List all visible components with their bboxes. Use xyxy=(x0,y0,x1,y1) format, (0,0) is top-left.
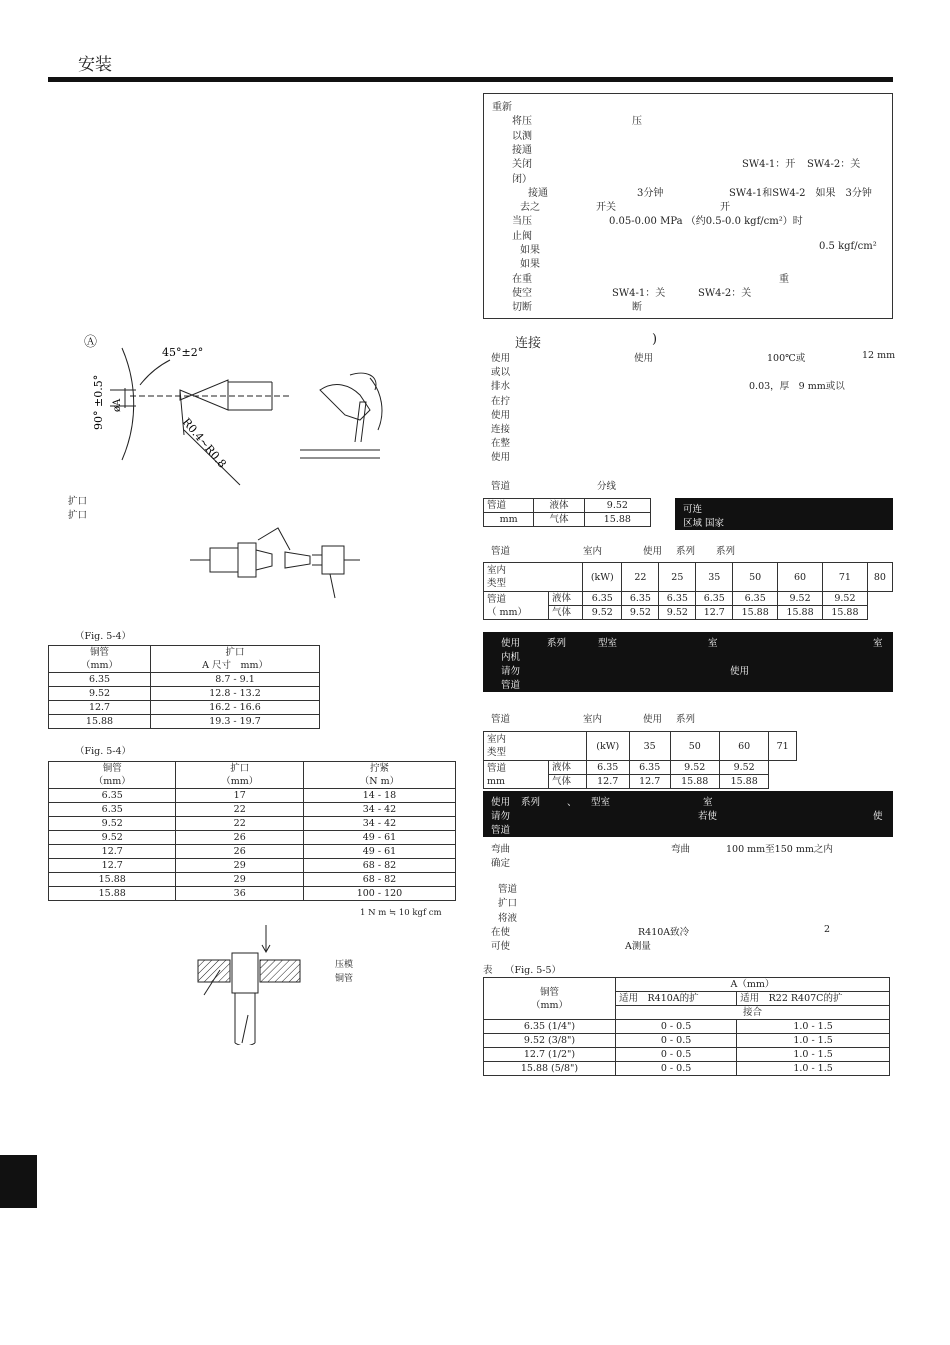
table-row xyxy=(49,817,456,831)
t2-h3: 拧紧 xyxy=(369,763,389,774)
table-row xyxy=(49,673,320,687)
notice-line-8-a: 当压 xyxy=(512,216,532,228)
t5-pipe xyxy=(484,761,549,789)
notice-line-12-b: 重 xyxy=(779,273,789,285)
notice-line-13-c: SW4-2：关 xyxy=(698,287,752,299)
t5-liquid: 9.52 xyxy=(670,761,719,775)
side-tab-marker xyxy=(0,1155,37,1208)
t6-cell: 1.0 - 1.5 xyxy=(737,1062,890,1076)
para2-line-5-a: 在使 xyxy=(491,926,511,938)
t5-gasv: 12.7 xyxy=(629,775,670,789)
t2-cell: 68 - 82 xyxy=(303,859,455,873)
t2-cell: 15.88 xyxy=(49,873,176,887)
table-flare-torque xyxy=(48,761,456,901)
t4-gasv: 15.88 xyxy=(778,606,823,620)
t3-r1a: 管道 xyxy=(484,499,534,513)
t4-liquid: 6.35 xyxy=(583,592,622,606)
table-row xyxy=(49,887,456,901)
t4-gasv: 9.52 xyxy=(659,606,696,620)
t4-liquid: 6.35 xyxy=(696,592,733,606)
notice-line-6-b: 3分钟 xyxy=(637,187,664,199)
t1-cell: 12.8 - 13.2 xyxy=(151,687,320,701)
t4-liquid: 6.35 xyxy=(659,592,696,606)
torque-note: 1 N m ≒ 10 kgf cm xyxy=(360,908,442,918)
t4-col: 71 xyxy=(822,563,867,592)
black3-l2c: 使 xyxy=(873,811,883,822)
t5-kw: (kW) xyxy=(586,732,629,761)
t3-r2a: mm xyxy=(484,513,534,527)
table-row xyxy=(484,732,797,761)
t2-cell: 9.52 xyxy=(49,831,176,845)
t4-title-b: 室内 xyxy=(583,546,603,557)
notice-line-13-b: SW4-1：关 xyxy=(612,287,666,299)
t3-r1c: 9.52 xyxy=(584,499,650,513)
black2-l1c: 型室 xyxy=(598,638,618,649)
angle-label: 45°±2° xyxy=(162,346,204,359)
table-row xyxy=(484,563,893,592)
t5-liq: 液体 xyxy=(549,761,587,775)
table-row xyxy=(49,715,320,729)
t2-cell: 29 xyxy=(176,873,303,887)
t6-cell: 1.0 - 1.5 xyxy=(737,1020,890,1034)
t4-gasv: 15.88 xyxy=(733,606,778,620)
t3-title-a: 管道 xyxy=(491,481,511,492)
t4-p1b: （ mm） xyxy=(487,606,528,618)
table-row xyxy=(49,789,456,803)
t2-cell: 9.52 xyxy=(49,817,176,831)
bend-paragraph xyxy=(491,841,893,956)
t6-caption-a: 表 xyxy=(483,965,493,976)
t5-liquid: 9.52 xyxy=(719,761,768,775)
t4-kw: (kW) xyxy=(583,563,622,592)
t4-pipe xyxy=(484,592,549,620)
t6-h1: 铜管 xyxy=(539,986,559,998)
notice-line-6-a: 接通 xyxy=(528,187,548,199)
t2-cell: 100 - 120 xyxy=(303,887,455,901)
table-indoor-pipe-2 xyxy=(483,731,797,789)
t5-p1: 管道 xyxy=(487,762,507,774)
t4-h1 xyxy=(484,563,583,592)
t2-cell: 49 - 61 xyxy=(303,845,455,859)
t2-cell: 15.88 xyxy=(49,887,176,901)
notice-line-4-a: 关闭 xyxy=(512,159,532,171)
table-row xyxy=(49,859,456,873)
t2-cell: 22 xyxy=(176,803,303,817)
t4-col: 80 xyxy=(867,563,892,592)
t2-cell: 29 xyxy=(176,859,303,873)
section-line-0-d: 12 mm xyxy=(862,350,896,361)
table2-caption: （Fig. 5-4） xyxy=(75,746,132,757)
black2-l1a: 使用 xyxy=(501,638,521,649)
t5-title-d: 系列 xyxy=(676,714,696,725)
t3-r2b: 气体 xyxy=(534,513,584,527)
flare-note-1: 扩口 xyxy=(68,496,88,507)
t1-cell: 15.88 xyxy=(49,715,151,729)
black1-line2: 区域 国家 xyxy=(683,518,725,529)
t5-gasv: 12.7 xyxy=(586,775,629,789)
notice-line-7-c: 开 xyxy=(720,202,730,214)
notice-line-6-c: SW4-1和SW4-2 如果 3分钟 xyxy=(729,187,872,199)
t1-h1b: （mm） xyxy=(81,660,119,671)
t5-gasv: 15.88 xyxy=(670,775,719,789)
para2-line-1-a: 确定 xyxy=(491,858,511,870)
t6-cell: 0 - 0.5 xyxy=(616,1034,737,1048)
section-heading: 连接 xyxy=(515,336,542,351)
t4-col: 50 xyxy=(733,563,778,592)
black3-l1e: 室 xyxy=(703,797,713,808)
t6-hD: 接合 xyxy=(616,1006,890,1020)
t3-r2c: 15.88 xyxy=(584,513,650,527)
black-note-2 xyxy=(483,632,893,692)
t2-cell: 26 xyxy=(176,831,303,845)
notice-line-14-b: 断 xyxy=(632,302,642,314)
black-note-1 xyxy=(675,498,893,530)
t2-cell: 34 - 42 xyxy=(303,817,455,831)
notice-box xyxy=(483,93,893,319)
fig-label-a: Ⓐ xyxy=(84,335,98,350)
t5-p1b: mm xyxy=(487,775,506,787)
t6-cell: 6.35 (1/4") xyxy=(484,1020,616,1034)
t6-h1b: （mm） xyxy=(530,999,569,1011)
section-line-0-b: 使用 xyxy=(634,353,654,364)
para2-line-4-a: 将液 xyxy=(498,912,518,924)
t5-gas: 气体 xyxy=(549,775,587,789)
t2-cell: 6.35 xyxy=(49,803,176,817)
black-note-3 xyxy=(483,791,893,837)
t6-cell: 9.52 (3/8") xyxy=(484,1034,616,1048)
black2-l1e: 室 xyxy=(873,638,883,649)
para2-line-6-a: 可使 xyxy=(491,941,511,953)
t2-cell: 12.7 xyxy=(49,845,176,859)
t4-liq: 液体 xyxy=(549,592,583,606)
notice-line-8-b: 0.05-0.00 MPa （约0.5-0.0 kgf/cm²）时 xyxy=(609,216,803,228)
t4-gasv: 12.7 xyxy=(696,606,733,620)
t4-gasv: 15.88 xyxy=(822,606,867,620)
flare-note-2: 扩口 xyxy=(68,510,88,521)
black3-l2b: 若使 xyxy=(698,811,718,822)
t5-liquid: 6.35 xyxy=(629,761,670,775)
t5-h1b: 类型 xyxy=(487,747,507,758)
table-row xyxy=(49,687,320,701)
table-branch-pipe xyxy=(483,498,651,527)
section-line-0-a: 使用 xyxy=(491,353,511,364)
table-row xyxy=(49,845,456,859)
t1-h1: 铜管 xyxy=(90,647,110,658)
para2-line-5-b: R410A致冷 xyxy=(638,926,690,938)
t2-cell: 68 - 82 xyxy=(303,873,455,887)
notice-line-14-a: 切断 xyxy=(512,302,532,314)
t5-liquid: 6.35 xyxy=(586,761,629,775)
t2-cell: 14 - 18 xyxy=(303,789,455,803)
t4-h1a: 室内 xyxy=(487,565,507,576)
t6-cell: 12.7 (1/2") xyxy=(484,1048,616,1062)
t3-r1b: 液体 xyxy=(534,499,584,513)
t2-cell: 36 xyxy=(176,887,303,901)
t4-liquid: 9.52 xyxy=(822,592,867,606)
t2-cell: 17 xyxy=(176,789,303,803)
notice-line-10-b: 0.5 kgf/cm² xyxy=(819,241,877,252)
t4-col: 25 xyxy=(659,563,696,592)
notice-line-13-a: 使空 xyxy=(512,287,532,299)
table-row xyxy=(484,1034,890,1048)
para2-line-6-b: A测量 xyxy=(625,941,651,953)
notice-line-11-a: 如果 xyxy=(520,259,540,271)
t5-col: 60 xyxy=(719,732,768,761)
t1-cell: 19.3 - 19.7 xyxy=(151,715,320,729)
black2-l2: 内机 xyxy=(501,652,521,663)
t5-h1a: 室内 xyxy=(487,734,507,745)
t2-h2b: （mm） xyxy=(221,776,259,787)
t4-gas: 气体 xyxy=(549,606,583,620)
tool-label-die: 压模 xyxy=(335,960,354,970)
black3-l1a: 使用 xyxy=(491,797,511,808)
t4-liquid: 9.52 xyxy=(778,592,823,606)
black3-l3: 管道 xyxy=(491,825,511,836)
para2-line-5-c: 2 xyxy=(824,923,831,935)
black3-l1b: 系列 xyxy=(521,797,541,808)
notice-line-1-a: 将压 xyxy=(512,116,532,128)
t4-col: 60 xyxy=(778,563,823,592)
angle-vertical-label: 90° ±0.5° xyxy=(92,374,105,430)
section-line-7-a: 使用 xyxy=(491,452,511,464)
notice-line-1-b: 压 xyxy=(632,116,642,128)
t6-cell: 1.0 - 1.5 xyxy=(737,1034,890,1048)
section-line-4-a: 使用 xyxy=(491,409,511,421)
black2-l1d: 室 xyxy=(708,638,718,649)
table-row xyxy=(484,1062,890,1076)
t6-hB: 适用 R410A的扩 xyxy=(616,992,737,1006)
black2-l3b: 使用 xyxy=(730,666,750,677)
t6-cell: 15.88 (5/8") xyxy=(484,1062,616,1076)
t1-h2: 扩口 xyxy=(225,647,245,658)
notice-line-12-a: 在重 xyxy=(512,273,532,285)
t5-col: 35 xyxy=(629,732,670,761)
para2-line-0-b: 弯曲 xyxy=(671,844,691,855)
header-rule xyxy=(48,77,893,82)
t5-col: 50 xyxy=(670,732,719,761)
t4-gasv: 9.52 xyxy=(622,606,659,620)
black1-line1: 可连 xyxy=(683,504,703,515)
black3-l2a: 请勿 xyxy=(491,811,511,822)
section-line-1-a: 或以 xyxy=(491,367,511,379)
t2-cell: 6.35 xyxy=(49,789,176,803)
t1-cell: 16.2 - 16.6 xyxy=(151,701,320,715)
t2-cell: 34 - 42 xyxy=(303,803,455,817)
notice-line-4-c: SW4-2：关 xyxy=(807,159,861,171)
t2-h2: 扩口 xyxy=(230,763,250,774)
t1-cell: 6.35 xyxy=(49,673,151,687)
t6-caption-b: （Fig. 5-5） xyxy=(505,965,562,976)
notice-line-0-a: 重新 xyxy=(492,102,512,113)
t5-gasv: 15.88 xyxy=(719,775,768,789)
section-line-5-a: 连接 xyxy=(491,424,511,435)
t6-cell: 0 - 0.5 xyxy=(616,1048,737,1062)
notice-line-7-b: 开关 xyxy=(596,202,616,214)
t1-h2b: A 尺寸 mm） xyxy=(202,660,268,671)
table-row xyxy=(49,701,320,715)
table-row xyxy=(484,1020,890,1034)
black2-l4: 管道 xyxy=(501,680,521,691)
notice-line-9-a: 止阀 xyxy=(512,230,532,242)
flare-tool-figure xyxy=(190,925,390,1045)
table-row xyxy=(49,831,456,845)
t2-h3b: （N m） xyxy=(359,776,400,787)
radius-label: R0.4~R0.8 xyxy=(179,415,229,471)
section-line-0-c: 100℃或 xyxy=(767,353,806,364)
para2-line-2-a: 管道 xyxy=(498,884,518,895)
black2-l1b: 系列 xyxy=(547,638,567,649)
table-row xyxy=(49,803,456,817)
t4-col: 22 xyxy=(622,563,659,592)
notice-line-4-b: SW4-1：开 xyxy=(742,159,796,171)
t6-cell: 0 - 0.5 xyxy=(616,1020,737,1034)
table-row xyxy=(484,592,893,606)
t4-title-d: 系列 xyxy=(676,546,696,557)
page-title: 安装 xyxy=(78,55,112,75)
section-line-3-a: 在拧 xyxy=(491,395,511,407)
t2-cell: 12.7 xyxy=(49,859,176,873)
black2-l3a: 请勿 xyxy=(501,666,521,677)
notice-line-7-a: 去之 xyxy=(520,202,540,214)
t1-cell: 8.7 - 9.1 xyxy=(151,673,320,687)
diameter-label: øA xyxy=(112,398,123,412)
notice-line-10-a: 如果 xyxy=(520,245,540,256)
t4-liquid: 6.35 xyxy=(733,592,778,606)
table-flare-dimension xyxy=(48,645,320,729)
para2-line-0-a: 弯曲 xyxy=(491,844,511,855)
t5-h1 xyxy=(484,732,587,761)
t6-cell: 1.0 - 1.5 xyxy=(737,1048,890,1062)
t6-hC: 适用 R22 R407C的扩 xyxy=(737,992,890,1006)
black3-l1c: 、 xyxy=(567,797,577,808)
t4-title-c: 使用 xyxy=(643,546,663,557)
t2-h1: 铜管 xyxy=(102,763,122,774)
t6-cell: 0 - 0.5 xyxy=(616,1062,737,1076)
section-paragraph xyxy=(491,350,896,470)
t4-gasv: 9.52 xyxy=(583,606,622,620)
table-row xyxy=(484,1048,890,1062)
flare-figures xyxy=(60,330,460,630)
para2-line-3-a: 扩口 xyxy=(498,898,518,910)
t4-h1b: 类型 xyxy=(487,578,507,589)
t1-cell: 12.7 xyxy=(49,701,151,715)
section-line-2-a: 排水 xyxy=(491,381,511,393)
notice-line-3-a: 接通 xyxy=(512,144,532,156)
t2-cell: 49 - 61 xyxy=(303,831,455,845)
notice-line-2-a: 以测 xyxy=(512,130,532,142)
section-line-6-a: 在整 xyxy=(491,438,511,450)
t2-cell: 26 xyxy=(176,845,303,859)
t4-col: 35 xyxy=(696,563,733,592)
black3-l1d: 型室 xyxy=(591,797,611,808)
para2-line-0-c: 100 mm至150 mm之内 xyxy=(726,844,833,855)
t4-title-a: 管道 xyxy=(491,546,511,557)
section-heading-paren: ) xyxy=(652,332,658,347)
table-row xyxy=(49,873,456,887)
t5-title-b: 室内 xyxy=(583,714,603,725)
t4-p1: 管道 xyxy=(487,593,507,605)
t4-title-e: 系列 xyxy=(716,546,736,557)
table1-caption: （Fig. 5-4） xyxy=(75,631,132,642)
t5-title-a: 管道 xyxy=(491,714,511,725)
notice-line-5-a: 闭） xyxy=(512,173,532,185)
t1-cell: 9.52 xyxy=(49,687,151,701)
t2-cell: 22 xyxy=(176,817,303,831)
section-line-2-c: 0.03，厚 9 mm或以 xyxy=(749,381,845,393)
table-indoor-pipe xyxy=(483,562,893,620)
tool-label-pipe: 铜管 xyxy=(335,974,354,984)
t3-title-b: 分线 xyxy=(597,481,617,492)
t6-hA: A（mm） xyxy=(616,978,890,992)
table-row xyxy=(484,761,797,775)
t2-h1b: （mm） xyxy=(93,776,131,787)
t5-col: 71 xyxy=(769,732,797,761)
t4-liquid: 6.35 xyxy=(622,592,659,606)
t5-title-c: 使用 xyxy=(643,714,663,725)
table-gauge xyxy=(483,977,890,1076)
